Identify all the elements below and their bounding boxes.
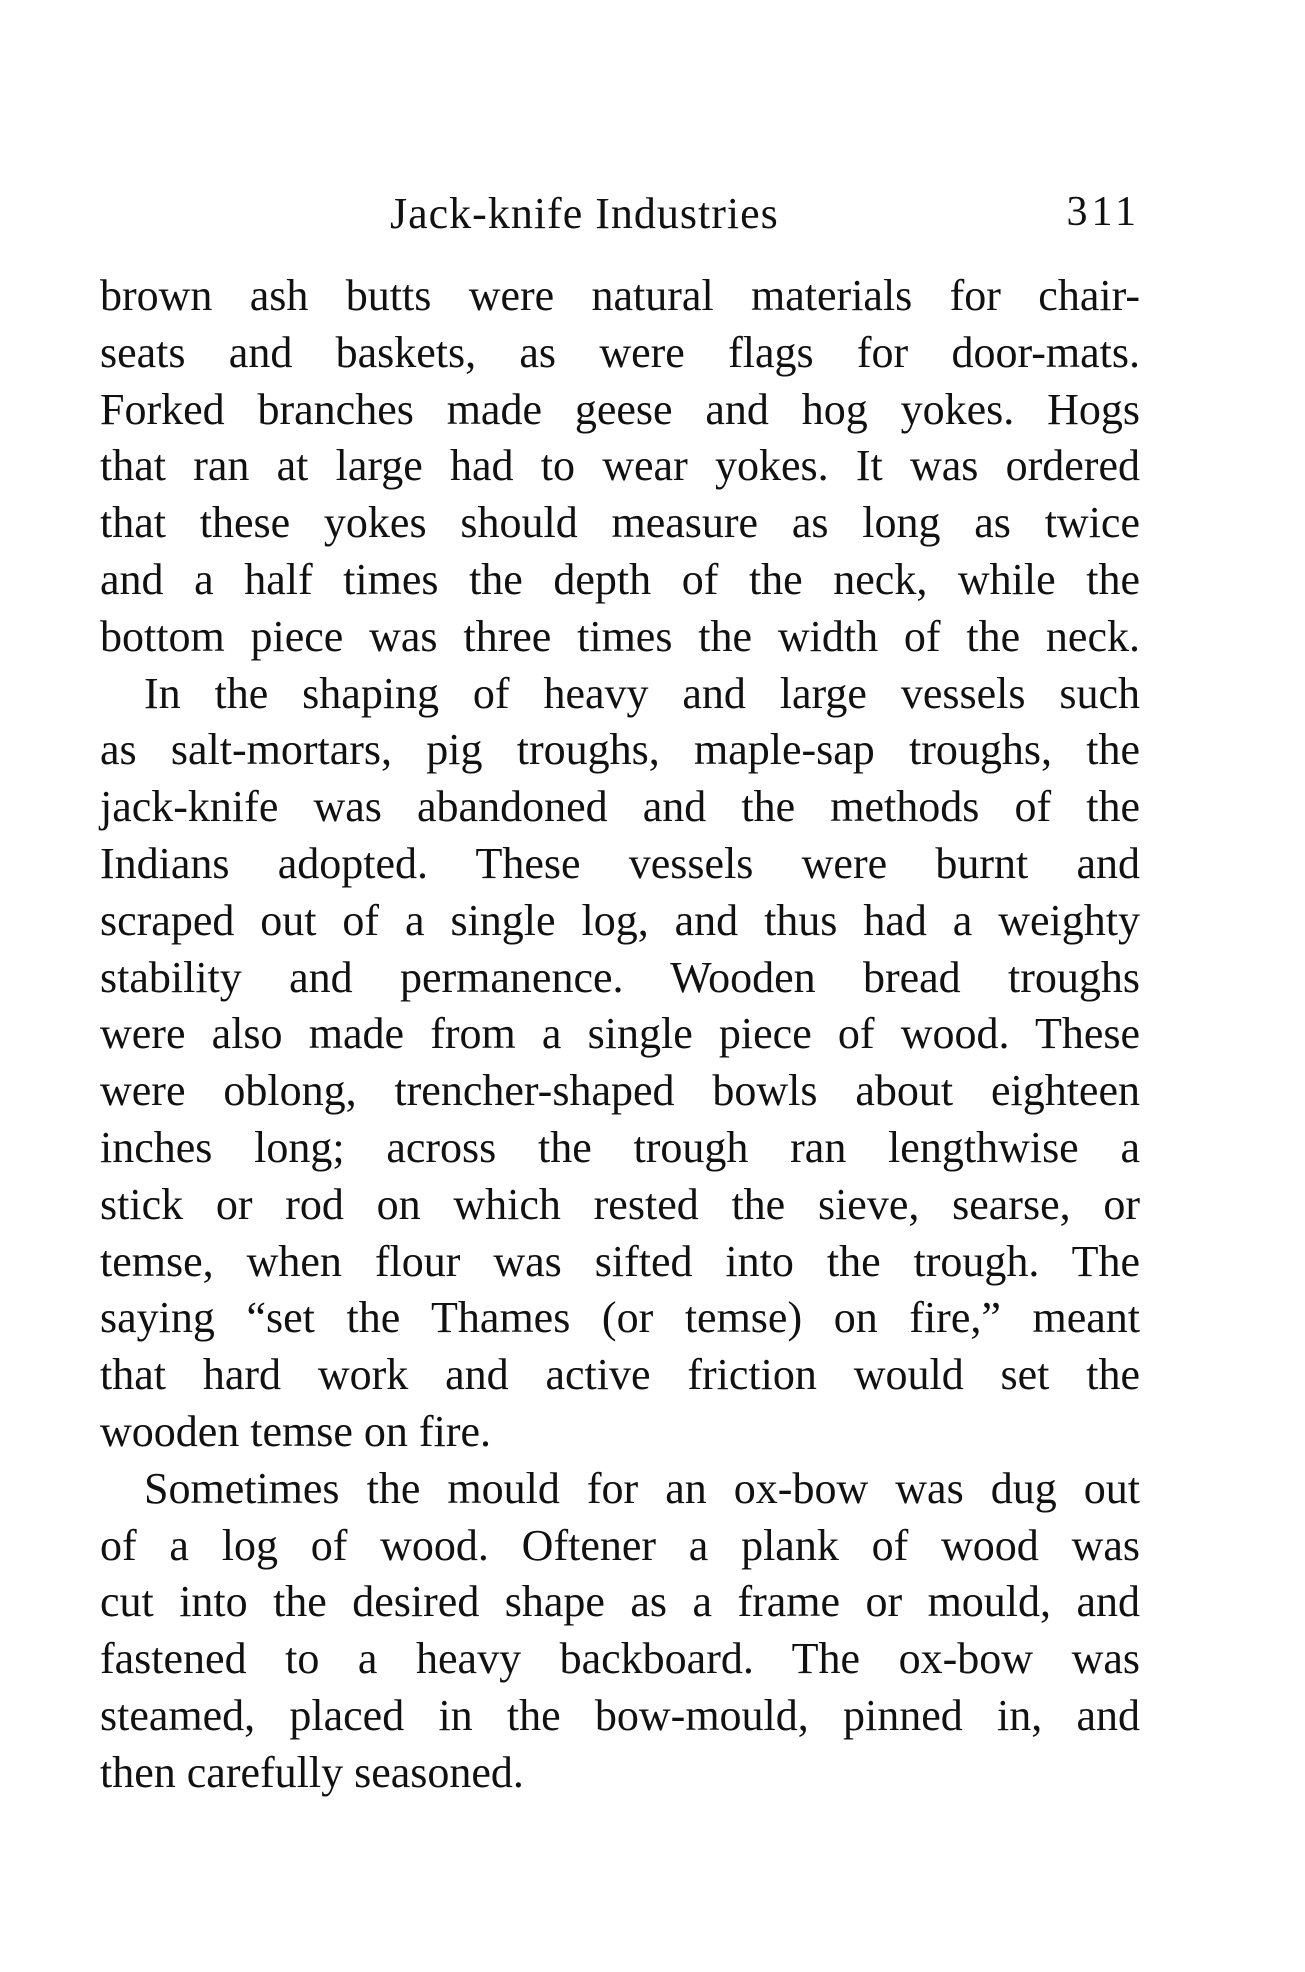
text-line: temse, when flour was sifted into the trough. The xyxy=(100,1236,1140,1286)
text-line: then carefully seasoned. xyxy=(100,1747,524,1797)
text-line: stick or rod on which rested the sieve, searse, or xyxy=(100,1179,1140,1229)
text-line: steamed, placed in the bow-mould, pinned in, and xyxy=(100,1690,1140,1740)
text-line: Sometimes the mould for an ox-bow was dug out xyxy=(144,1463,1140,1513)
page-number: 311 xyxy=(1066,189,1140,235)
text-line: that ran at large had to wear yokes. It was ordered xyxy=(100,441,1140,491)
text-line: stability and permanence. Wooden bread troughs xyxy=(100,952,1140,1002)
paragraph xyxy=(100,1461,1140,1802)
text-line: Indians adopted. These vessels were burnt and xyxy=(100,838,1140,888)
body-text xyxy=(100,268,1140,1802)
paragraph xyxy=(100,268,1140,666)
text-line: inches long; across the trough ran lengthwise a xyxy=(100,1122,1140,1172)
text-line: of a log of wood. Oftener a plank of wood was xyxy=(100,1520,1140,1570)
text-line: cut into the desired shape as a frame or mould, and xyxy=(100,1577,1140,1627)
text-line: as salt-mortars, pig troughs, maple-sap troughs, the xyxy=(100,725,1140,775)
text-line: Forked branches made geese and hog yokes. Hogs xyxy=(100,384,1140,434)
text-line: brown ash butts were natural materials for chair- xyxy=(100,271,1140,320)
paragraph xyxy=(100,666,1140,1461)
text-line: In the shaping of heavy and large vessels such xyxy=(144,668,1140,718)
text-line: that hard work and active friction would set the xyxy=(100,1350,1140,1400)
text-line: jack-knife was abandoned and the methods of the xyxy=(100,782,1140,832)
text-line: and a half times the depth of the neck, while the xyxy=(100,554,1140,604)
text-line: saying “set the Thames (or temse) on fire,” meant xyxy=(100,1293,1140,1343)
running-title: Jack-knife Industries xyxy=(390,189,779,238)
running-head xyxy=(100,188,1140,248)
text-line: fastened to a heavy backboard. The ox-bow was xyxy=(100,1634,1140,1684)
text-line: were oblong, trencher-shaped bowls about eighteen xyxy=(100,1066,1140,1116)
text-line: seats and baskets, as were flags for door-mats. xyxy=(100,327,1140,377)
text-line: wooden temse on fire. xyxy=(100,1406,491,1456)
text-line: were also made from a single piece of wood. These xyxy=(100,1009,1140,1059)
text-line: that these yokes should measure as long as twice xyxy=(100,498,1140,548)
text-line: scraped out of a single log, and thus had a weighty xyxy=(100,895,1140,945)
text-line: bottom piece was three times the width of the neck. xyxy=(100,611,1140,661)
